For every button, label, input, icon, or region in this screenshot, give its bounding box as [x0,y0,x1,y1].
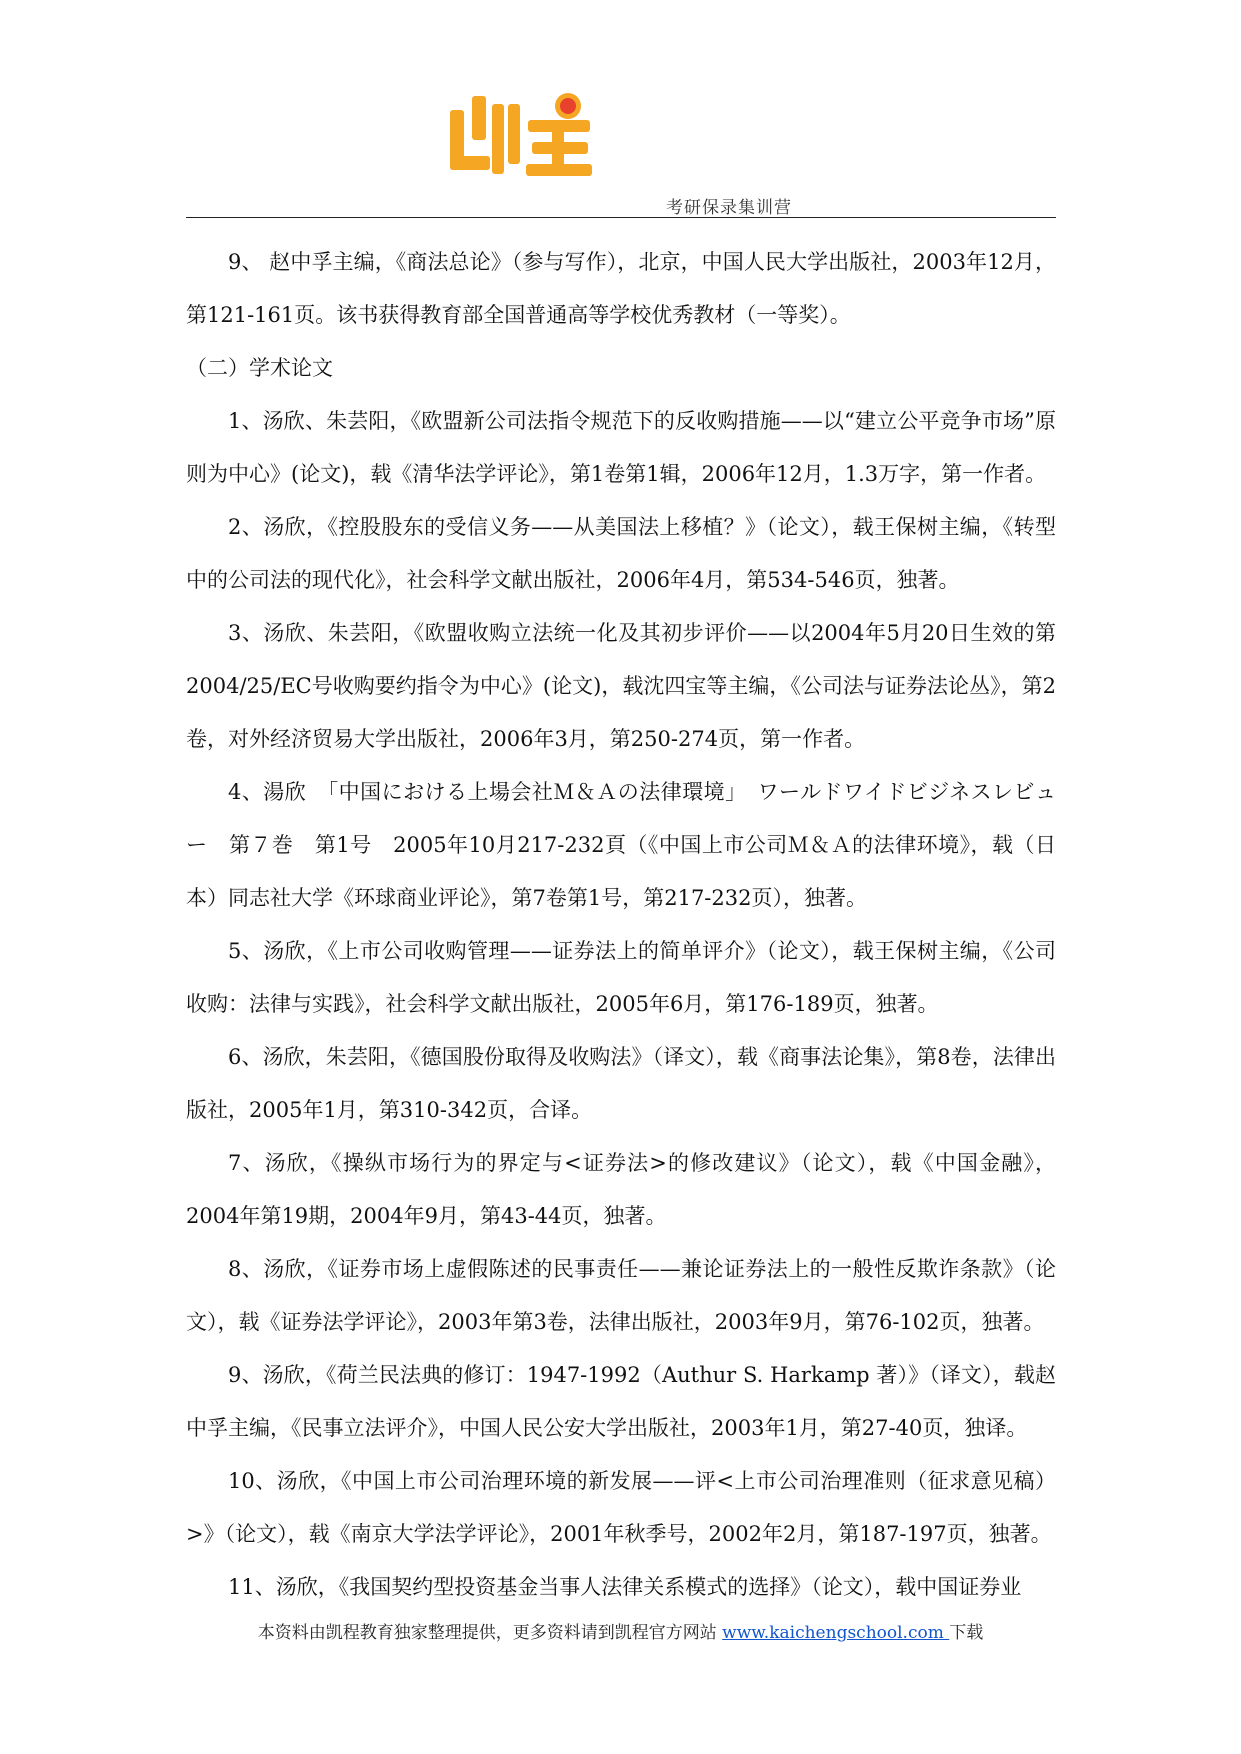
paragraph-paper-9: 9、汤欣，《荷兰民法典的修订：1947-1992（Authur S. Harkamp 著）》（译文），载赵中孚主编，《民事立法评介》，中国人民公安大学出版社，2003年1月，第27-40页，独译。 [186,1363,1056,1440]
page-footer [0,1618,1241,1643]
section-heading-academic-papers: （二）学术论文 [186,356,333,380]
paragraph-paper-11: 11、汤欣，《我国契约型投资基金当事人法律关系模式的选择》（论文），载中国证券业 [228,1575,1022,1599]
paragraph-paper-3: 3、汤欣、朱芸阳，《欧盟收购立法统一化及其初步评价——以2004年5月20日生效的第2004/25/EC号收购要约指令为中心》(论文)，载沈四宝等主编，《公司法与证券法论丛》，第2卷，对外经济贸易大学出版社，2006年3月，第250-274页，第一作者。 [186,621,1056,751]
paragraph-book-9: 9、 赵中孚主编，《商法总论》（参与写作），北京，中国人民大学出版社，2003年12月，第121-161页。该书获得教育部全国普通高等学校优秀教材（一等奖）。 [186,250,1056,327]
paragraph-paper-8: 8、汤欣，《证券市场上虚假陈述的民事责任——兼论证券法上的一般性反欺诈条款》（论文），载《证券法学评论》，2003年第3卷，法律出版社，2003年9月，第76-102页，独著。 [186,1257,1056,1334]
header-divider [186,217,1056,218]
website-link[interactable]: www.kaichengschool.com [722,1623,950,1643]
paragraph-paper-10: 10、汤欣，《中国上市公司治理环境的新发展——评<上市公司治理准则（征求意见稿）>》（论文），载《南京大学法学评论》，2001年秋季号，2002年2月，第187-197页，独著。 [186,1469,1056,1546]
footer-text-end: 下载 [949,1623,984,1643]
header-subtitle: 考研保录集训营 [666,198,792,218]
paragraph-paper-7: 7、汤欣，《操纵市场行为的界定与<证券法>的修改建议》（论文），载《中国金融》，2004年第19期，2004年9月，第43-44页，独著。 [186,1151,1056,1228]
document-body [186,236,1056,1614]
footer-text: 本资料由凯程教育独家整理提供，更多资料请到凯程官方网站 [257,1623,723,1643]
kaicheng-logo [448,90,598,186]
page-header [0,0,1241,222]
paragraph-paper-6: 6、汤欣，朱芸阳，《德国股份取得及收购法》（译文），载《商事法论集》，第8卷，法律出版社，2005年1月，第310-342页，合译。 [186,1045,1056,1122]
paragraph-paper-2: 2、汤欣，《控股股东的受信义务——从美国法上移植？》（论文），载王保树主编，《转型中的公司法的现代化》，社会科学文献出版社，2006年4月，第534-546页，独著。 [186,515,1056,592]
paragraph-paper-4: 4、湯欣 「中国における上場会社Ｍ＆Ａの法律環境」 ワールドワイドビジネスレビュー 第７巻 第1号 2005年10月217-232頁（《中国上市公司Ｍ＆Ａ的法律环境》，载（日本）同志社大学《环球商业评论》，第7卷第1号，第217-232页），独著。 [186,780,1056,910]
paragraph-paper-1: 1、汤欣、朱芸阳，《欧盟新公司法指令规范下的反收购措施——以“建立公平竞争市场”原则为中心》(论文)，载《清华法学评论》，第1卷第1辑，2006年12月，1.3万字，第一作者。 [186,409,1056,486]
paragraph-paper-5: 5、汤欣，《上市公司收购管理——证券法上的简单评介》（论文），载王保树主编，《公司收购：法律与实践》，社会科学文献出版社，2005年6月，第176-189页，独著。 [186,939,1056,1016]
